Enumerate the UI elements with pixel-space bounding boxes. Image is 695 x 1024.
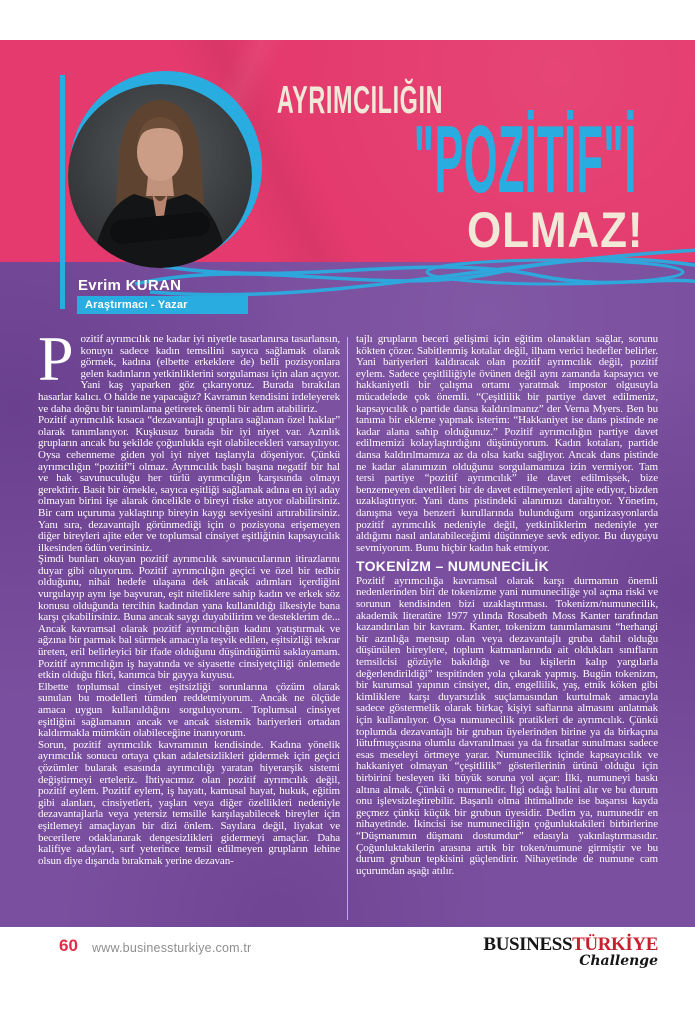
headline-line1: AYRIMCILIĞIN xyxy=(276,79,443,122)
paragraph: Pozitif ayrımcılığa kavramsal olarak karşı durmamın önemli nedenlerinden biri de tokenizme yani numuneciliğe yol açma riski ve sorunun kendisinden bizi uzaklaştırması. Tokenizm/numunecilik, akademik literatüre 1977 yılında Rosabeth Moss Kanter tarafından kazandırılan bir kavram. Kanter, tokenizm tanımlamasını “herhangi bir azınlığa mensup olan veya dezavantajlı gruba dahil olduğu düşünülen bireylere, toplum katmanlarında ait oldukları sınıfların temsilcisi gözüyle bakıldığı ve bu kişilerin kalıp yargılarla değerlendirildiği” tespitinden yola çıkarak yapmış. Bugün tokenizm, bir kurumsal yapının cinsiyet, din, engellilik, yaş, etnik köken gibi kimliklere karşı duyarsızlık suçlamasından kurtulmak amacıyla sadece göstermelik olarak birkaç kişiyi saflarına almasını anlatmak için kullanılıyor. Oysa numunecilik pratikleri de ayrımcılık. Çünkü toplumda dezavantajlı bir grubun üyelerinden birine ya da birkaçına lütufmuşçasına olumlu davranılması ya da fırsatlar sunulması sadece esas meseleyi örtmeye yarar. Numunecilik içinde kapsayıcılık ve hakkaniyet olmayan “çeşitlilik” gösterilerinin ürünü olduğu için birbirini besleyen iki büyük soruna yol açar: İlki, numuneyi baskı altına almak. Çünkü o numunedir. İlgi odağı halini alır ve bu durum onu işlevsizleştirebilir. Başarılı olma ihtimalinde ise başarısı kayda geçmez çünkü küçük bir grubun üyesidir. Dedim ya, numunedir en nihayetinde. İkincisi ise numuneciliğin çoğunluktakileri birbirlerine “Düşmanımın düşmanı dostumdur” edasıyla yakınlaştırmasıdır. Çoğunluktakilerin arasına artık bir token/numune girmiştir ve bu durum grubun tepkisini güçlendirir. Nihayetinde de numune cam uçurumdan aşağı atılır. xyxy=(356,574,658,877)
website-url: www.businessturkiye.com.tr xyxy=(92,941,252,955)
author-portrait-icon xyxy=(68,84,252,268)
paragraph: Sorun, pozitif ayrımcılık kavramının kendisinde. Kadına yönelik ayrımcılık sonucu ortaya çıkan adaletsizlikleri gidermek için geçici çözümler bularak esasında ayrımcılığı yaratan hiyerarşik sistemi değiştirmeyi erteleriz. İhtiyacımız olan pozitif ayrımcılık değil, pozitif eylem. Pozitif eylem, iş hayatı, kamusal hayat, hukuk, eğitim gibi alanları, cinsiyetleri, yaşları veya diğer özellikleri nedeniyle dezavantajlarla veya yetersiz temsille karşılaşabilecek bireyler için eşitlemeyi amaçlayan bir dizi önlem. Sayılara değil, liyakat ve becerilere odaklanarak dengesizlikleri gidermeyi amaçlar. Daha kalifiye adayları, sırf yeterince temsil edilmeyen grupların lehine olsun diye dışarıda bırakmak yerine dezavan- xyxy=(38,738,340,867)
headline-line3: OLMAZ! xyxy=(466,202,643,258)
paragraph: Şimdi bunları okuyan pozitif ayrımcılık savunucularının itirazlarını duyar gibi oluyorum. Pozitif ayrımcılığın geçici ve özel bir tedbir olduğunu, nihai hedefe ulaşana dek atılacak adımları içerdiğini vurgulayıp aynı işe başvuran, eşit niteliklere sahip kadın ve erkek söz konusu olduğunda tercihin kadından yana kullanıldığı ilkesiyle bana karşı çıkabilirsiniz. Buna ancak saygı duyabilirim ve desteklerim de... Ancak kavramsal olarak pozitif ayrımcılığın kadını yatıştırmak ve ağzına bir parmak bal sürmek amacıyla teşvik edilen, eşitsizliği tekrar üreten, eril belirleyici bir ifade olduğunu düşündüğümü saklayamam. Pozitif ayrımcılığın iş hayatında ve siyasette cinsiyetçiliği önlemede etkin olduğu fikri, kanımca bir gayya kuyusu. xyxy=(38,553,340,682)
column-divider xyxy=(347,337,348,920)
lead-text: ozitif ayrımcılık ne kadar iyi niyetle tasarlanırsa tasarlansın, konuyu sadece kadın temsilini sayıca sağlamak olarak görmek, kadına (elbette erkeklere de) belli pozisyonlara gelen kadınların yetkinliklerini sorgulaması için alan açıyor. Yani kaş yaparken göz çıkarıyoruz. Burada bırakılan hasarlar kalıcı. O halde ne yapacağız? Kavramın kendisini irdeleyerek ve daha doğru bir tanımlama getirerek önemli bir adım atabiliriz. xyxy=(38,334,340,415)
page-number: 60 xyxy=(59,936,78,955)
lead-paragraph xyxy=(38,334,340,415)
author-name: Evrim KURAN xyxy=(78,277,182,294)
dropcap: P xyxy=(38,334,74,394)
section-heading: TOKENİZM – NUMUNECİLİK xyxy=(356,558,550,575)
logo-challenge: Challenge xyxy=(579,953,658,969)
paragraph: tajlı grupların beceri gelişimi için eğitim olanakları sağlar, sorunu kökten çözer. Sabitlenmiş kotalar değil, ilham verici hedefler belirler. Yani bariyerleri kaldıracak olan pozitif ayrımcılık değil, pozitif eylem. Sadece çeşitliliğiyle övünen değil aynı zamanda kapsayıcı ve hakkaniyetli bir çalışma ortamı yaratmak impostor olgusuyla mücadelede çok önemli. “Çeşitlilik bir partiye davet edilmeniz, kapsayıcılık o partide dansa kaldırılmanız” der Verna Myers. Ben bu tanıma bir ekleme yapmak isterim: “Hakkaniyet ise dans pistinde ne kadar alana sahip olduğunuz.” Pozitif ayrımcılığın partiye davet edilmemizi kolaylaştırdığını düşünüyorum. Kadın kotaları, partide dansa kaldırılmamıza az da olsa katkı sağlıyor. Ancak dans pistinde ne kadar alanımızın olduğunu sorgulamamıza izin vermiyor. Tam tersi partiye “pozitif ayrımcılık” ile davet edilmişsek, bize benzemeyen davetlileri bir de davet edilmeyenleri ajite ediyor, bizden uzaklaştırıyor. Yani dans pistindeki alanımızı daraltıyor. Yönetim, danışma veya benzeri kurullarında bulunduğum organizasyonlarda pozitif ayrımcılık nedeniyle değil, yetkinliklerim nedeniyle yer aldığımı nasıl anlatabileceğimi düşünmeye sevk ediyor. Bu duyguyu sevmiyorum. Bunu hiçbir kadın hak etmiyor. xyxy=(356,334,658,554)
magazine-logo xyxy=(483,935,658,968)
paragraph: Elbette toplumsal cinsiyet eşitsizliği sorunlarına çözüm olarak sunulan bu modelleri tümden reddetmiyorum. Ancak ne ölçüde amaca uygun kullanıldığını sorguluyorum. Toplumsal cinsiyet eşitliğini sağlamanın ancak ve ancak sistemik bariyerleri ortadan kaldırmakla mümkün olabileceğine inanıyorum. xyxy=(38,680,340,740)
logo-turkiye: TÜRKİYE xyxy=(572,934,658,955)
vertical-accent-line xyxy=(60,75,65,309)
headline-line2: "POZİTİF"İ xyxy=(413,106,637,213)
article-column-right xyxy=(356,334,658,922)
author-role: Araştırmacı - Yazar xyxy=(85,299,188,311)
paragraph: Pozitif ayrımcılık kısaca “dezavantajlı gruplara sağlanan özel haklar” olarak tanımlanıyor. Kuşkusuz burada bir iyi niyet var. Azınlık grupların ancak bu şekilde çoğunlukla eşit olabilecekleri varsayılıyor. Oysa cehenneme giden yol iyi niyet taşlarıyla döşeniyor. Çünkü ayrımcılığın “pozitif”i olmaz. Ayrımcılık başlı başına negatif bir hal ve hak savunuculuğu her türlü ayrımcılığın karşısında olmayı gerektirir. Basit bir örnekle, sayıca eşitliği sağlamak adına en iyi aday olmayan birini işe alarak öncelikle o bireyi riske atıyor olabilirsiniz. Bir cam uçuruma yaklaştırıp bireyin kaygı seviyesini artırabilirsiniz. Yanı sıra, dezavantajlı görünmediği için o pozisyona erişemeyen diğer bireyleri ajite eder ve toplumsal cinsiyet eşitliğinin kapsayıcılık ilkesinden ödün verirsiniz. xyxy=(38,414,340,554)
logo-business: BUSINESS xyxy=(483,934,573,955)
author-role-bar xyxy=(77,296,248,314)
author-photo xyxy=(68,84,252,268)
article-column-left xyxy=(38,334,340,922)
magazine-logo-wordmark xyxy=(483,935,658,954)
